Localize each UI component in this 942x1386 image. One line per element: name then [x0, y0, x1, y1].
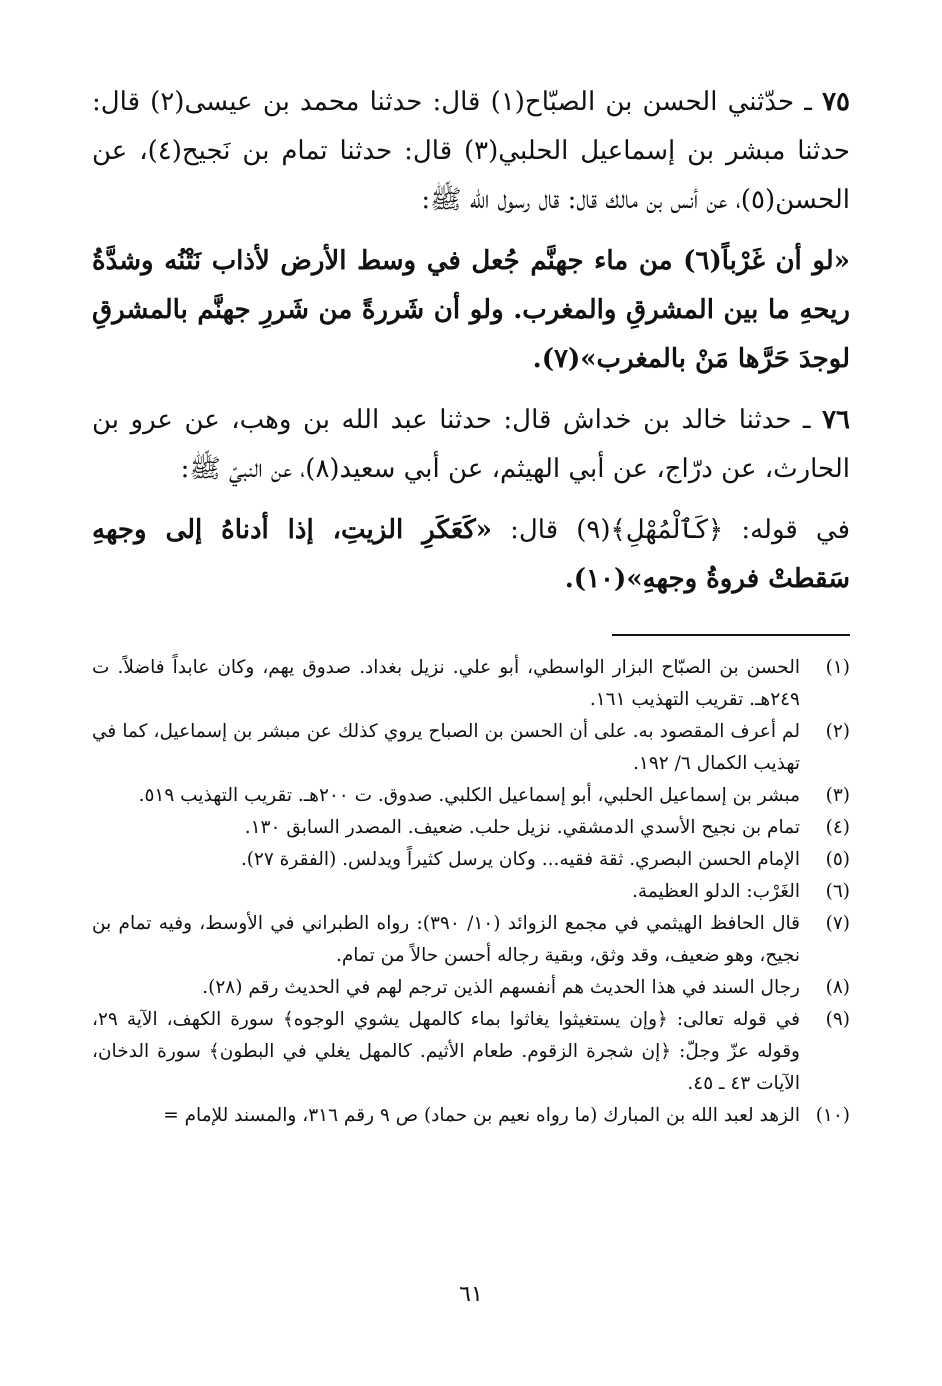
footnote-number: (٦) [825, 881, 850, 902]
footnote-text: رجال السند في هذا الحديث هم أنفسهم الذين ترجم لهم في الحديث رقم (٢٨). [202, 977, 800, 998]
hadith-text-76 [92, 506, 850, 604]
footnote-item [92, 972, 850, 1004]
footnote-number: (٧) [825, 913, 850, 934]
footnote-item [92, 812, 850, 844]
paragraph-75 [92, 78, 850, 225]
quote-intro-76: في قوله: ﴿كَٱلْمُهْلِ﴾(٩) قال: [510, 515, 851, 545]
footnote-item [92, 908, 850, 972]
footnote-number: (٥) [825, 849, 850, 870]
footnote-text: الحسن بن الصبّاح البزار الواسطي، أبو علي. نزيل بغداد. صدوق يهم، وكان عابداً فاضلاً. ت ٢٤٩هـ. تقريب التهذيب ١٦١. [92, 657, 800, 710]
footnote-item [92, 652, 850, 716]
footnote-text: الزهد لعبد الله بن المبارك (ما رواه نعيم بن حماد) ص ٩ رقم ٣١٦، والمسند للإمام = [163, 1105, 800, 1126]
page-number: ٦١ [459, 1282, 483, 1307]
hadith-number-76: ٧٦ [822, 405, 851, 435]
quote-body-76: «كَعَكَرِ الزيتِ، إذا أدناهُ إلى وجههِ سَقطتْ فروةُ وجههِ»(١٠). [92, 515, 850, 594]
footnote-text: الإمام الحسن البصري. ثقة فقيه... وكان يرسل كثيراً ويدلس. (الفقرة ٢٧). [240, 849, 800, 870]
footnote-number: (١٠) [815, 1105, 850, 1126]
hadith-text-75: «لو أن غَرْباً(٦) من ماء جهنَّم جُعل في وسط الأرض لأذاب نَتْنُه وشدَّةُ ريحهِ ما بين المشرقِ والمغرب. ولو أن شَررةً من شَررِ جهنَّم بالمشرقِ لوجدَ حَرَّها مَنْ بالمغرب»(٧). [92, 246, 850, 374]
footnote-number: (٢) [825, 721, 850, 742]
footnote-number: (٩) [825, 1009, 850, 1030]
footnote-text: في قوله تعالى: ﴿وإن يستغيثوا يغاثوا بماء كالمهل يشوي الوجوه﴾ سورة الكهف، الآية ٢٩، وقوله عزّ وجلّ: ﴿إن شجرة الزقوم. طعام الأثيم. كالمهل يغلي في البطون﴾ سورة الدخان، الآيات ٤٣ ـ ٤٥. [92, 1009, 800, 1094]
footnote-number: (١) [825, 657, 850, 678]
footnote-item [92, 844, 850, 876]
footnote-item [92, 716, 850, 780]
footnote-number: (٨) [825, 977, 850, 998]
footnote-text: لم أعرف المقصود به. على أن الحسن بن الصباح يروي كذلك عن مبشر بن إسماعيل، كما في تهذيب الكمال ٦/ ١٩٢. [92, 721, 800, 774]
footnotes [92, 652, 850, 1132]
footnote-item [92, 780, 850, 812]
footnote-divider [612, 634, 850, 636]
footnote-item [92, 1004, 850, 1100]
footnote-item [92, 876, 850, 908]
paragraph-76 [92, 396, 850, 494]
isnad-76: ـ حدثنا خالد بن خداش قال: حدثنا عبد الله بن وهب، عن عرو بن الحارث، عن درّاج، عن أبي الهيثم، عن أبي سعيد(٨)، عن النبيّ ﷺ: [92, 405, 850, 484]
footnote-text: قال الحافظ الهيثمي في مجمع الزوائد (١٠/ ٣٩٠): رواه الطبراني في الأوسط، وفيه تمام بن نجيح، وهو ضعيف، وقد وثق، وبقية رجاله أحسن حالاً من تمام. [92, 913, 800, 966]
footnote-text: تمام بن نجيح الأسدي الدمشقي. نزيل حلب. ضعيف. المصدر السابق ١٣٠. [244, 817, 800, 838]
footnote-text: مبشر بن إسماعيل الحلبي، أبو إسماعيل الكلبي. صدوق. ت ٢٠٠هـ. تقريب التهذيب ٥١٩. [138, 785, 800, 806]
page-body [92, 78, 850, 1326]
footnote-number: (٤) [825, 817, 850, 838]
hadith-number-75: ٧٥ [822, 87, 850, 117]
footnote-text: الغَرْب: الدلو العظيمة. [632, 881, 800, 902]
isnad-75: ـ حدّثني الحسن بن الصبّاح(١) قال: حدثنا محمد بن عيسى(٢) قال: حدثنا مبشر بن إسماعيل الحلبي(٣) قال: حدثنا تمام بن نَجيح(٤)، عن الحسن(٥)، عن أنس بن مالك قال: قال رسول الله ﷺ: [92, 87, 850, 215]
footnote-item [92, 1100, 850, 1132]
footnote-number: (٣) [825, 785, 850, 806]
